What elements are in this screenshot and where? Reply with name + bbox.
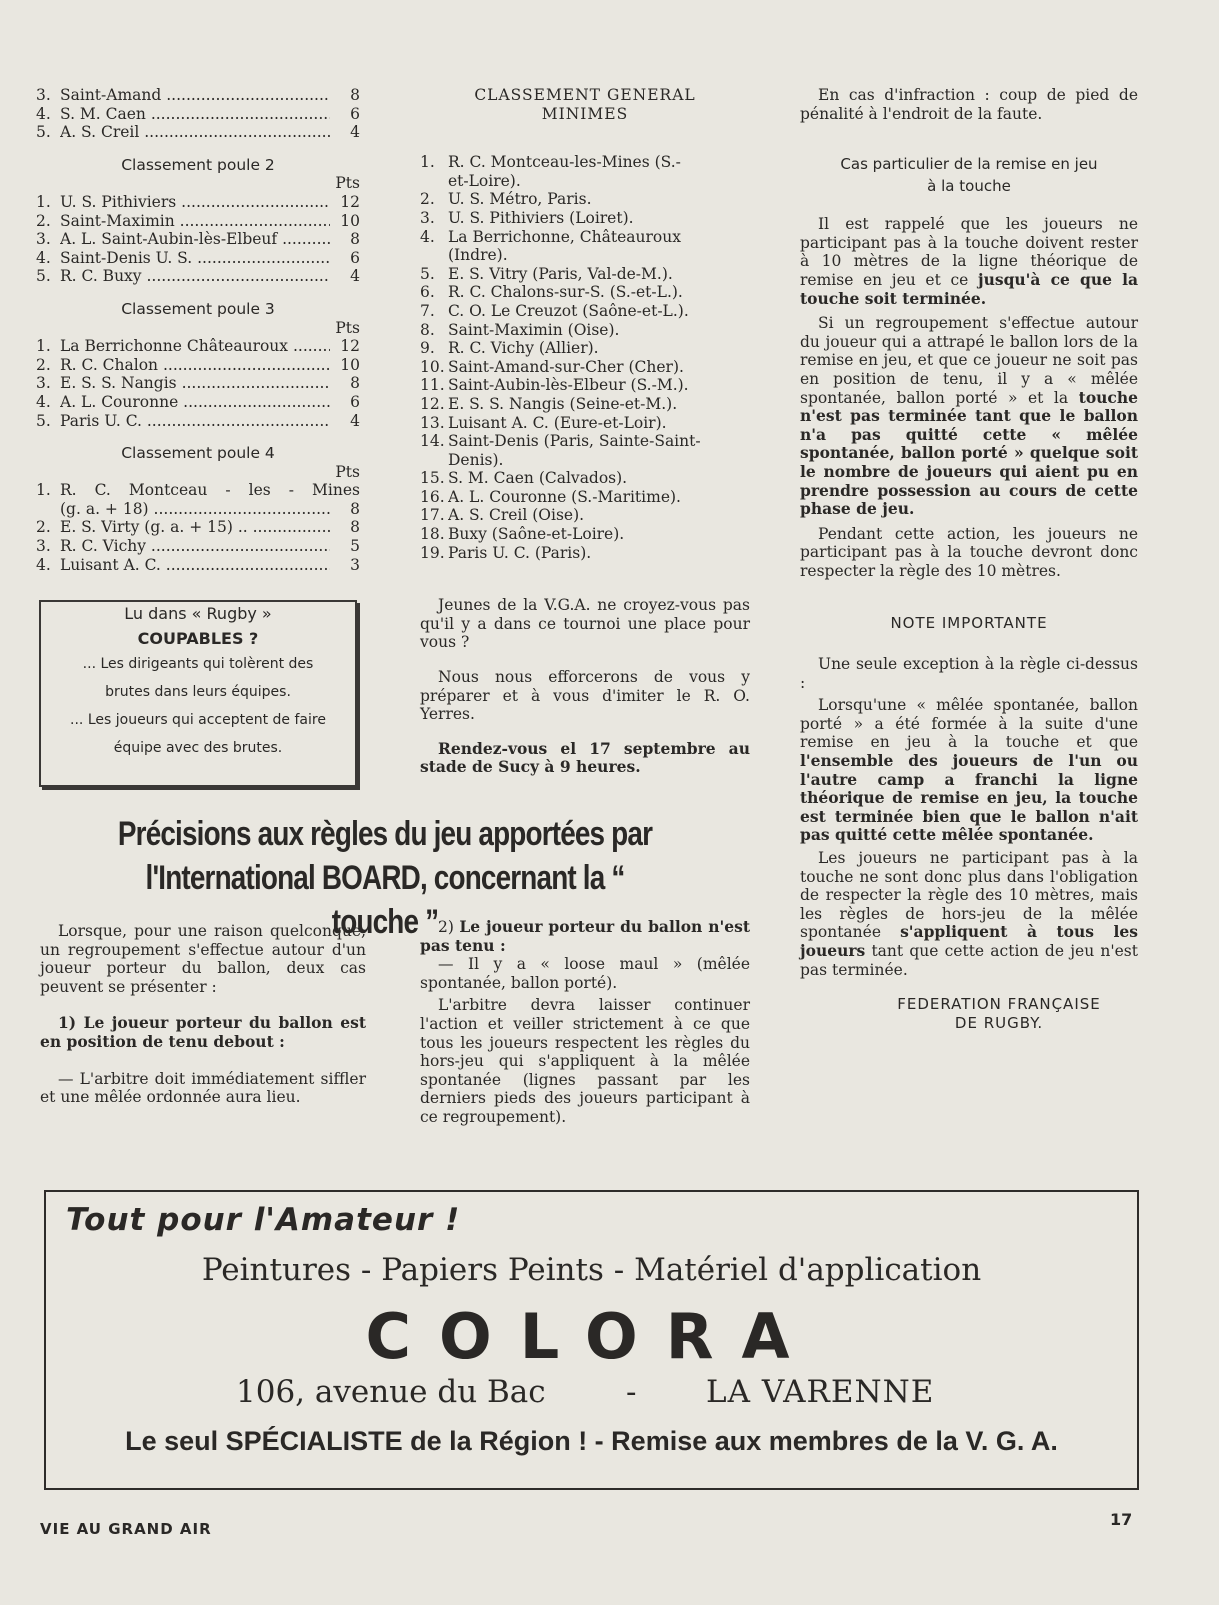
note-heading: NOTE IMPORTANTE	[890, 614, 1048, 633]
standing-row: 2. E. S. Virty (g. a. + 15) .. ..... 8	[36, 518, 360, 537]
standing-row: 1. La Berrichonne Châteauroux ..... 12	[36, 337, 360, 356]
poule-2-title: Classement poule 2	[121, 155, 275, 174]
standing-row: 17. A. S. Creil (Oise).	[420, 506, 585, 525]
standing-row: 1. U. S. Pithiviers ..... 12	[36, 193, 360, 212]
standing-row: 5. E. S. Vitry (Paris, Val-de-M.).	[420, 264, 673, 283]
standing-row: 16. A. L. Couronne (S.-Maritime).	[420, 487, 681, 506]
standing-row: (g. a. + 18) ..... 8	[36, 500, 360, 519]
standing-row: 14. Saint-Denis (Paris, Sainte-Saint-	[420, 432, 701, 451]
standing-row: 3. U. S. Pithiviers (Loiret).	[420, 208, 634, 227]
poule-4-title: Classement poule 4	[121, 444, 275, 463]
ad-separator: -	[626, 1374, 637, 1410]
box-line-1: Lu dans « Rugby »	[124, 604, 272, 623]
right-column	[800, 86, 1138, 1032]
standing-row: 3. E. S. S. Nangis ..... 8	[36, 374, 360, 393]
paragraph: — Il y a « loose maul » (mêlée spontanée, ballon porté).	[420, 955, 750, 992]
standing-row: (Indre).	[448, 246, 508, 265]
standing-row: et-Loire).	[448, 171, 521, 190]
rugby-quote-box	[39, 600, 357, 787]
standing-row: 2. R. C. Chalon ..... 10	[36, 356, 360, 375]
paragraph: Lorsqu'une « mêlée spontanée, ballon porté » a été formée à la suite d'une remise en jeu à la touche et que l'ensemble des joueurs de l'un ou l'autre camp a franchi la ligne théorique de remise en jeu, la touche est terminée bien que le ballon n'ait pas quitté cette mêlée spontanée.	[800, 696, 1138, 845]
standing-row: 5. Paris U. C. ..... 4	[36, 412, 360, 431]
box-line-5: ... Les joueurs qui acceptent de faire	[70, 712, 326, 728]
standing-row: 11. Saint-Aubin-lès-Elbeur (S.-M.).	[420, 376, 689, 395]
standing-row: 3. A. L. Saint-Aubin-lès-Elbeuf ..... 8	[36, 230, 360, 249]
standing-row: 13. Luisant A. C. (Eure-et-Loir).	[420, 413, 667, 432]
box-line-3: ... Les dirigeants qui tolèrent des	[82, 656, 314, 672]
pts-label: Pts	[335, 318, 360, 337]
pts-label: Pts	[335, 174, 360, 193]
box-line-4: brutes dans leurs équipes.	[105, 684, 291, 700]
ad-brand: COLORA	[365, 1300, 818, 1373]
paragraph: Il est rappelé que les joueurs ne participant pas à la touche doivent rester à 10 mètres de la ligne théorique de remise en jeu et ce jusqu'à ce que la touche soit terminée.	[800, 215, 1139, 308]
paragraph: 1) Le joueur porteur du ballon est en position de tenu debout :	[40, 1013, 366, 1051]
paragraph: Si un regroupement s'effectue autour du joueur qui a attrapé le ballon lors de la remise en jeu, et que ce joueur ne soit pas en position de tenu, il y a « mêlée spontanée, ballon porté » et la touche n'est pas terminée tant que le ballon n'a pas quitté cette « mêlée spontanée, ballon porté » quelque soit le nombre de joueurs qui aient pu en prendre possession au cours de cette phase de jeu.	[800, 314, 1138, 519]
paragraph: Nous nous efforcerons de vous y préparer et à vous d'imiter le R. O. Yerres.	[420, 668, 750, 724]
standing-row: 2. Saint-Maximin ..... 10	[36, 212, 360, 231]
section-heading: Cas particulier de la remise en jeu	[840, 155, 1098, 174]
paragraph: — L'arbitre doit immédiatement siffler et une mêlée ordonnée aura lieu.	[40, 1069, 366, 1107]
left-column	[36, 86, 360, 574]
standing-row: 4. La Berrichonne, Châteauroux	[420, 227, 681, 246]
standing-row: 6. R. C. Chalons-sur-S. (S.-et-L.).	[420, 283, 683, 302]
signature: FEDERATION FRANÇAISE	[897, 995, 1101, 1014]
standing-row: 2. U. S. Métro, Paris.	[420, 190, 592, 209]
section-heading: à la touche	[927, 177, 1011, 196]
standing-row: 4. Saint-Denis U. S. ..... 6	[36, 249, 360, 268]
ranking-title: CLASSEMENT GENERAL	[474, 86, 696, 104]
page-number: 17	[1110, 1510, 1133, 1529]
paragraph: L'arbitre devra laisser continuer l'action et veiller strictement à ce que tous les joueurs respectent les règles du hors-jeu qui s'appliquent à la mêlée spontanée (lignes passant par les derniers pieds des joueurs participant à ce regroupement).	[420, 996, 750, 1126]
magazine-name: VIE AU GRAND AIR	[40, 1520, 212, 1538]
ad-tagline: Le seul SPÉCIALISTE de la Région ! - Remise aux membres de la V. G. A.	[125, 1426, 1058, 1456]
paragraph: En cas d'infraction : coup de pied de pénalité à l'endroit de la faute.	[800, 86, 1138, 123]
article-headline: Précisions aux règles du jeu apportées par l'International BOARD, concernant la “ touche ”	[117, 815, 653, 941]
standing-row: 10. Saint-Amand-sur-Cher (Cher).	[420, 357, 684, 376]
box-line-2: COUPABLES ?	[137, 629, 259, 648]
paragraph: 2) Le joueur porteur du ballon n'est pas tenu :	[420, 917, 750, 955]
standing-row: 1. R. C. Montceau - les - Mines	[36, 481, 360, 500]
standing-row: 4. S. M. Caen ..... 6	[36, 105, 360, 124]
standing-row: 15. S. M. Caen (Calvados).	[420, 469, 628, 488]
signature: DE RUGBY.	[954, 1013, 1044, 1032]
middle-column	[420, 86, 750, 777]
paragraph: Jeunes de la V.G.A. ne croyez-vous pas qu'il y a dans ce tournoi une place pour vous ?	[420, 596, 750, 652]
paragraph: Les joueurs ne participant pas à la touche ne sont donc plus dans l'obligation de respecter la règle des 10 mètres, mais les règles de hors-jeu de la mêlée spontanée s'appliquent à tous les joueurs tant que cette action de jeu n'est pas terminée.	[800, 849, 1138, 979]
pts-label: Pts	[335, 462, 360, 481]
ad-products: Peintures - Papiers Peints - Matériel d'application	[201, 1252, 982, 1288]
standing-row: 3. R. C. Vichy ..... 5	[36, 537, 360, 556]
paragraph: Pendant cette action, les joueurs ne participant pas à la touche devront donc respecter la règle des 10 mètres.	[800, 524, 1138, 580]
standing-row: 4. Luisant A. C. ..... 3	[36, 556, 360, 575]
standing-row: 9. R. C. Vichy (Allier).	[420, 339, 599, 358]
standing-row: 19. Paris U. C. (Paris).	[420, 543, 592, 562]
ad-address: 106, avenue du Bac	[236, 1374, 546, 1410]
standing-row: 18. Buxy (Saône-et-Loire).	[420, 525, 625, 544]
standing-row: 5. R. C. Buxy ..... 4	[36, 267, 360, 286]
paragraph: Une seule exception à la règle ci-dessus :	[800, 655, 1138, 692]
poule-3-title: Classement poule 3	[121, 299, 275, 318]
ad-slogan: Tout pour l'Amateur !	[66, 1202, 461, 1238]
standing-row: 5. A. S. Creil ..... 4	[36, 123, 360, 142]
article-column-1	[40, 922, 366, 1107]
paragraph: Lorsque, pour une raison quelconque, un regroupement s'effectue autour d'un joueur porteur du ballon, deux cas peuvent se présenter :	[40, 922, 366, 996]
standing-row: 8. Saint-Maximin (Oise).	[420, 320, 620, 339]
ad-city: LA VARENNE	[706, 1374, 935, 1410]
standing-row: 1. R. C. Montceau-les-Mines (S.-	[420, 153, 681, 172]
standing-row: 3. Saint-Amand ..... 8	[36, 86, 360, 105]
colora-advertisement	[44, 1190, 1139, 1490]
paragraph: Rendez-vous el 17 septembre au stade de Sucy à 9 heures.	[420, 738, 750, 777]
standing-row: 7. C. O. Le Creuzot (Saône-et-L.).	[420, 301, 689, 320]
article-column-2	[420, 918, 750, 1127]
box-line-6: équipe avec des brutes.	[113, 740, 283, 756]
ranking-subtitle: MINIMES	[541, 104, 629, 123]
standing-row: 4. A. L. Couronne ..... 6	[36, 393, 360, 412]
standing-row: Denis).	[448, 450, 504, 469]
standing-row: 12. E. S. S. Nangis (Seine-et-M.).	[420, 394, 678, 413]
